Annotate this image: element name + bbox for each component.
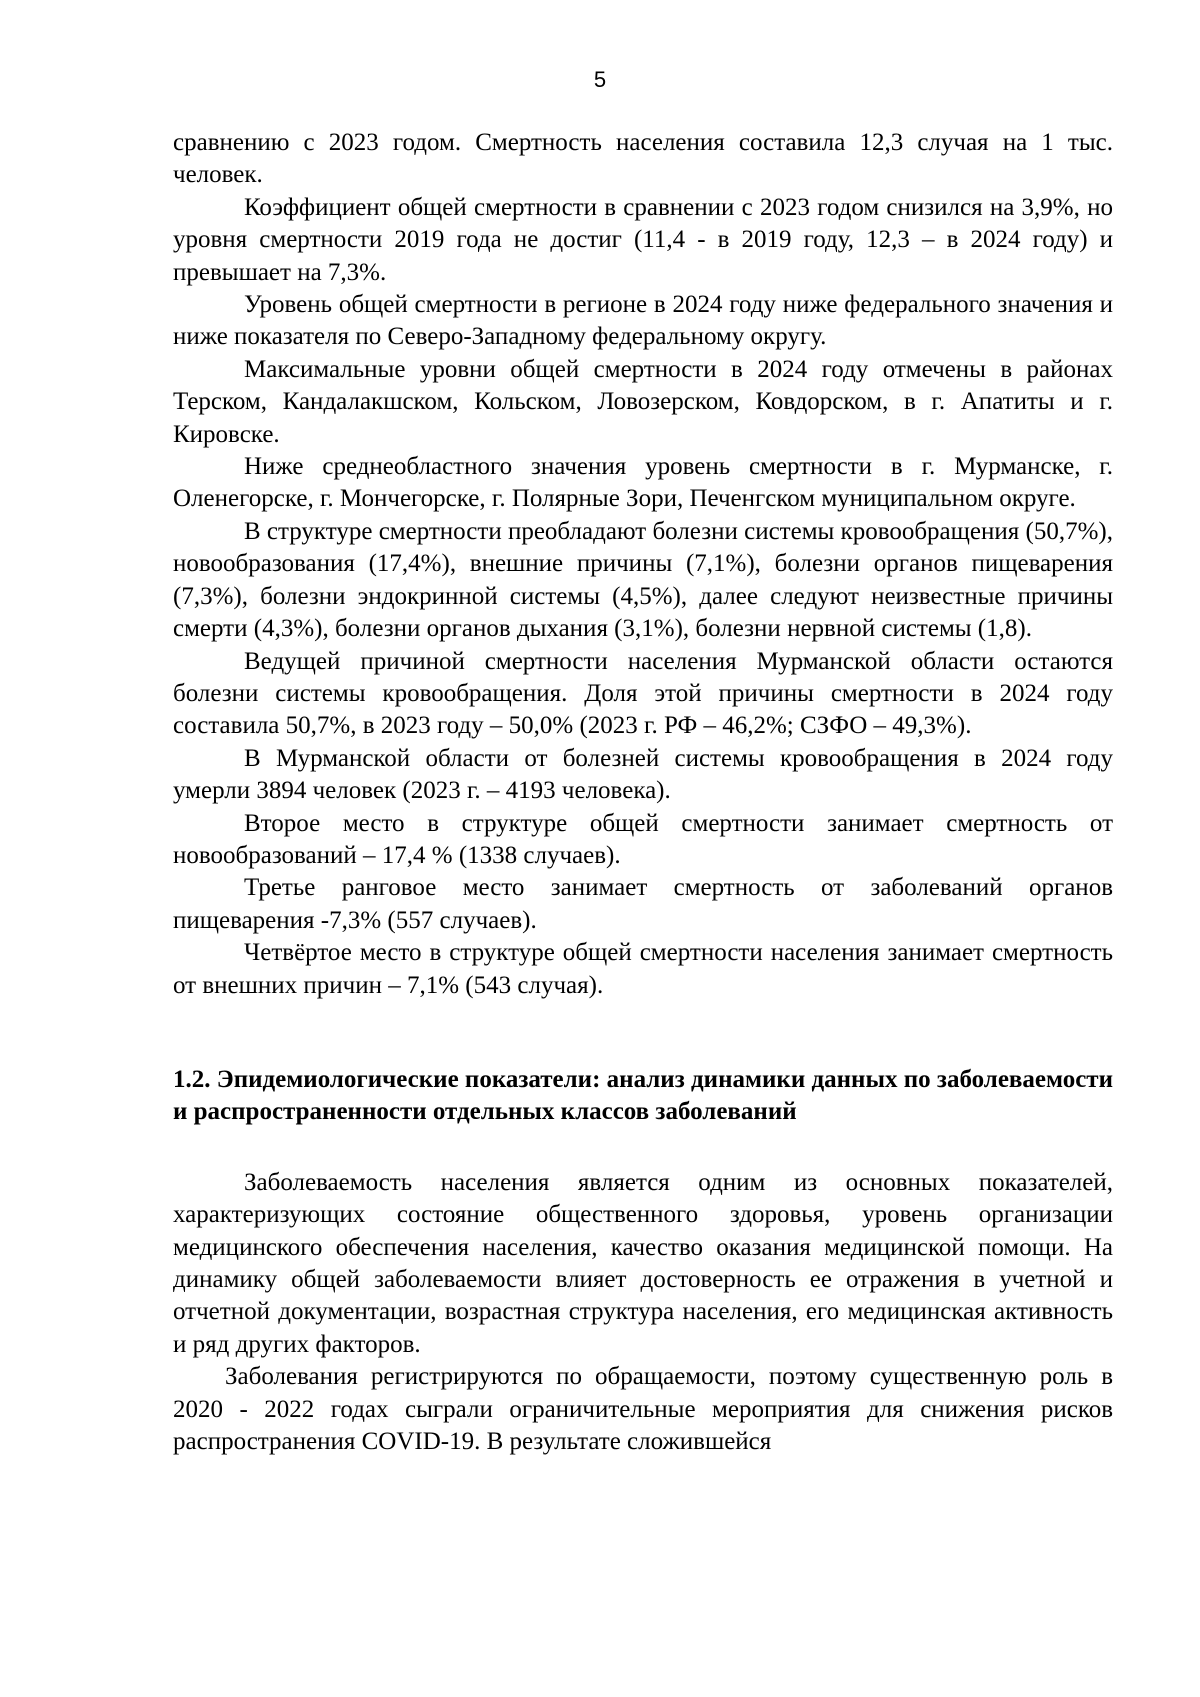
document-body (173, 127, 1113, 1458)
paragraph-circulatory-deaths: В Мурманской области от болезней системы кровообращения в 2024 году умерли 3894 человек (2023 г. – 4193 человека). (173, 744, 1113, 805)
paragraph-maximum-levels: Максимальные уровни общей смертности в 2024 году отмечены в районах Терском, Кандалакшском, Кольском, Ловозерском, Ковдорском, в г. Апатиты и г. Кировске. (173, 355, 1113, 448)
paragraph-third-place: Третье ранговое место занимает смертность от заболеваний органов пищеварения -7,3% (557 случаев). (173, 874, 1113, 934)
section-body (173, 1167, 1113, 1459)
paragraph-regional-level: Уровень общей смертности в регионе в 2024 году ниже федерального значения и ниже показателя по Северо-Западному федеральному округу. (173, 291, 1113, 351)
paragraph-mortality-structure: В структуре смертности преобладают болезни системы кровообращения (50,7%), новообразования (17,4%), внешние причины (7,1%), болезни органов пищеварения (7,3%), болезни эндокринной системы (4,5%), далее следуют неизвестные причины смерти (4,3%), болезни органов дыхания (3,1%), болезни нервной системы (1,8). (173, 517, 1113, 643)
section-heading: 1.2. Эпидемиологические показатели: анализ динамики данных по заболеваемости и распространенности отдельных классов заболеваний (173, 1065, 1113, 1126)
paragraph-morbidity-intro: Заболеваемость населения является одним из основных показателей, характеризующих состояние общественного здоровья, уровень организации медицинского обеспечения населения, качество оказания медицинской помощи. На динамику общей заболеваемости влияет достоверность ее отражения в учетной и отчетной документации, возрастная структура населения, его медицинская активность и ряд других факторов. (173, 1168, 1113, 1358)
paragraph-below-average: Ниже среднеобластного значения уровень смертности в г. Мурманске, г. Оленегорске, г. Мончегорске, г. Полярные Зори, Печенгском муниципальном округе. (173, 453, 1113, 513)
paragraph-fourth-place: Четвёртое место в структуре общей смертности населения занимает смертность от внешних причин – 7,1% (543 случая). (173, 939, 1113, 999)
page-number: 5 (593, 67, 607, 92)
paragraph-second-place: Второе место в структуре общей смертности занимает смертность от новообразований – 17,4 % (1338 случаев). (173, 809, 1113, 869)
paragraph-leading-cause: Ведущей причиной смертности населения Мурманской области остаются болезни системы кровообращения. Доля этой причины смертности в 2024 году составила 50,7%, в 2023 году – 50,0% (2023 г. РФ – 46,2%; СЗФО – 49,3%). (173, 647, 1113, 740)
paragraph-mortality-coefficient: Коэффициент общей смертности в сравнении с 2023 годом снизился на 3,9%, но уровня смертности 2019 года не достиг (11,4 - в 2019 году, 12,3 – в 2024 году) и превышает на 7,3%. (173, 193, 1113, 286)
paragraph-morbidity-registration: Заболевания регистрируются по обращаемости, поэтому существенную роль в 2020 - 2022 годах сыграли ограничительные мероприятия для снижения рисков распространения COVID-19. В результате сложившейся (173, 1363, 1113, 1456)
paragraph-mortality-rate: сравнению с 2023 годом. Смертность населения составила 12,3 случая на 1 тыс. человек. (173, 129, 1113, 189)
